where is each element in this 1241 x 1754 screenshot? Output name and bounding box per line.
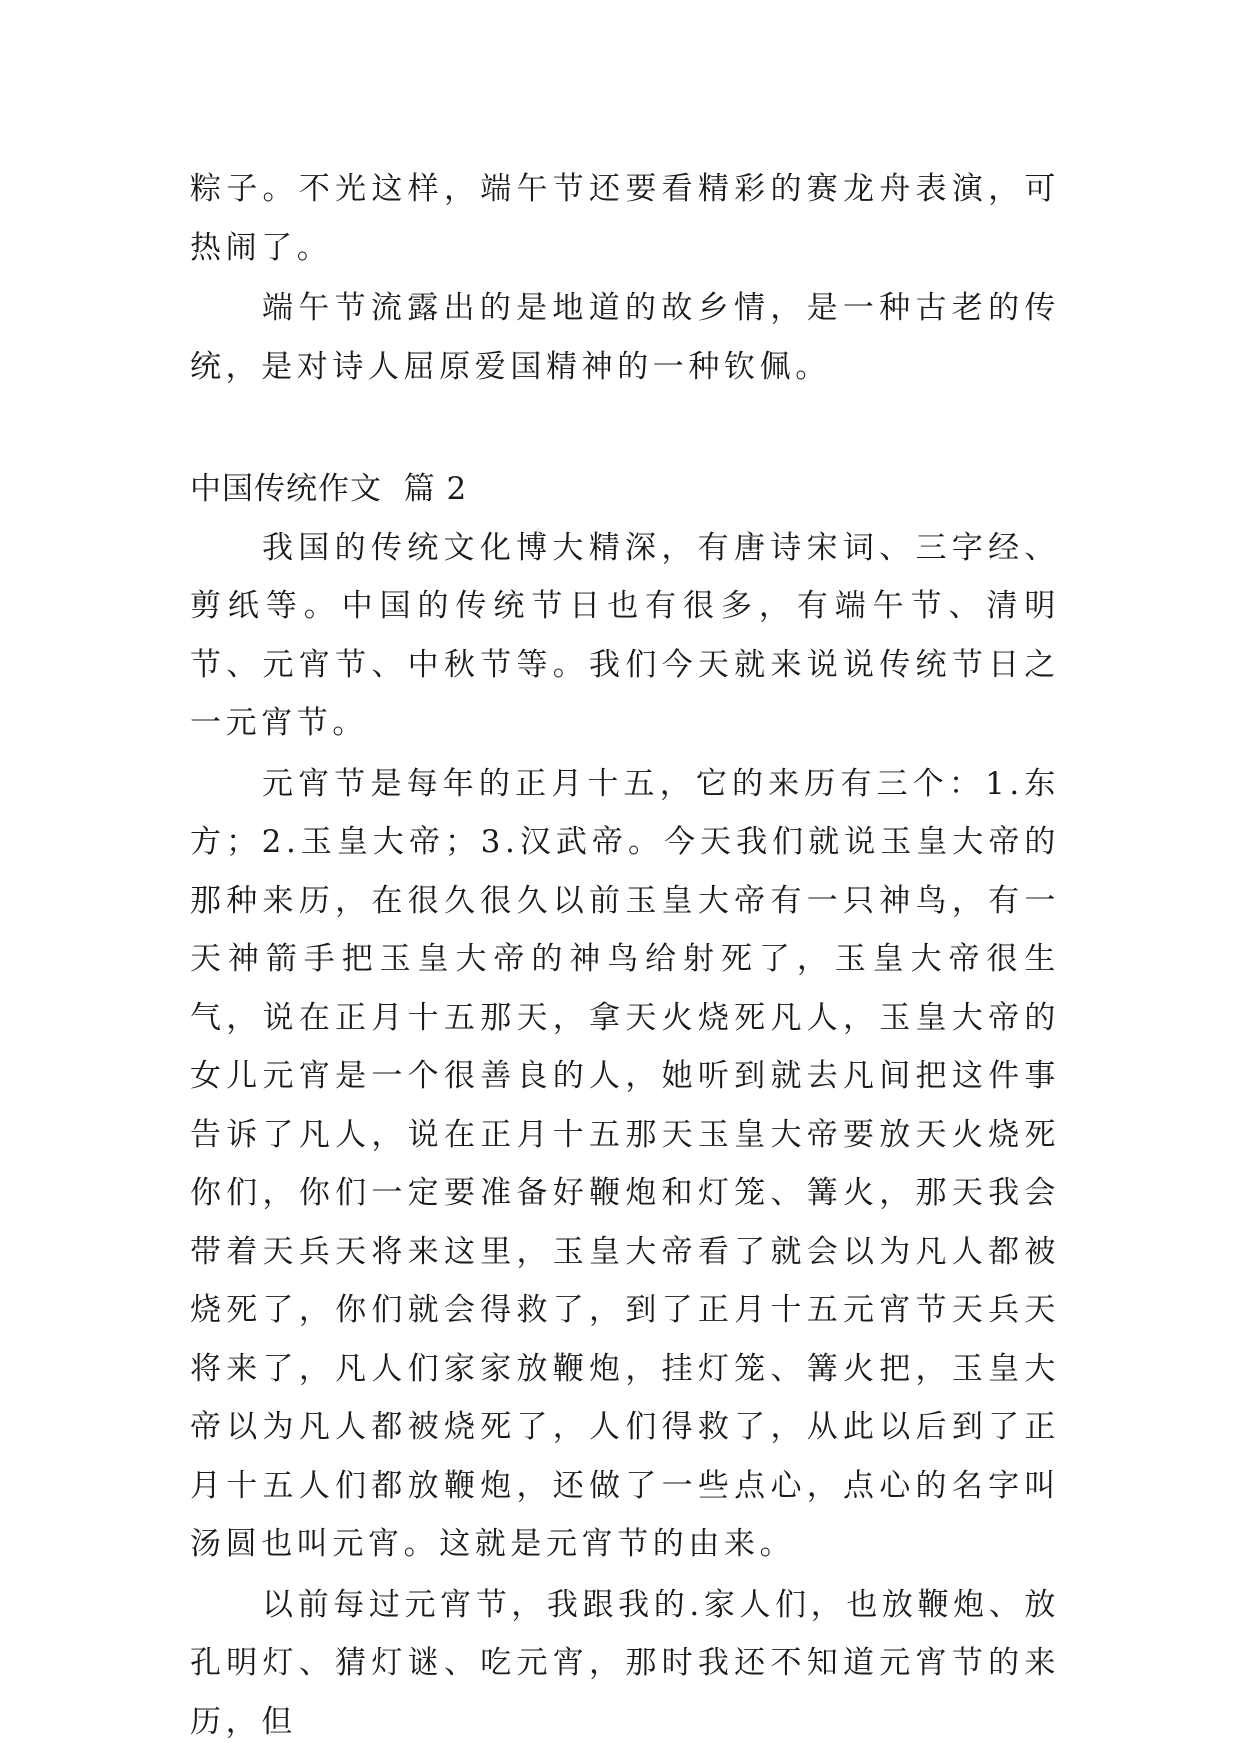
paragraph-intro-traditional-culture: 我国的传统文化博大精深，有唐诗宋词、三字经、剪纸等。中国的传统节日也有很多，有端午节、清明节、元宵节、中秋节等。我们今天就来说说传统节日之一元宵节。 [190,529,1060,741]
paragraph-dragon-boat-conclusion: 端午节流露出的是地道的故乡情，是一种古老的传统，是对诗人屈原爱国精神的一种钦佩。 [190,290,1060,385]
document-body [190,160,1060,1751]
paragraph-lantern-festival-origin: 元宵节是每年的正月十五，它的来历有三个：1.东方；2.玉皇大帝；3.汉武帝。今天我们就说玉皇大帝的那种来历，在很久很久以前玉皇大帝有一只神鸟，有一天神箭手把玉皇大帝的神鸟给射死了，玉皇大帝很生气，说在正月十五那天，拿天火烧死凡人，玉皇大帝的女儿元宵是一个很善良的人，她听到就去凡间把这件事告诉了凡人，说在正月十五那天玉皇大帝要放天火烧死你们，你们一定要准备好鞭炮和灯笼、篝火，那天我会带着天兵天将来这里，玉皇大帝看了就会以为凡人都被烧死了，你们就会得救了，到了正月十五元宵节天兵天将来了，凡人们家家放鞭炮，挂灯笼、篝火把，玉皇大帝以为凡人都被烧死了，人们得救了，从此以后到了正月十五人们都放鞭炮，还做了一些点心，点心的名字叫汤圆也叫元宵。这就是元宵节的由来。 [190,765,1060,1562]
paragraph-lantern-festival-memories: 以前每过元宵节，我跟我的.家人们，也放鞭炮、放孔明灯、猜灯谜、吃元宵，那时我还不知道元宵节的来历，但 [190,1586,1060,1740]
paragraph-dragon-boat-continued: 粽子。不光这样，端午节还要看精彩的赛龙舟表演，可热闹了。 [190,171,1060,266]
section-heading: 中国传统作文 篇 2 [190,471,468,507]
